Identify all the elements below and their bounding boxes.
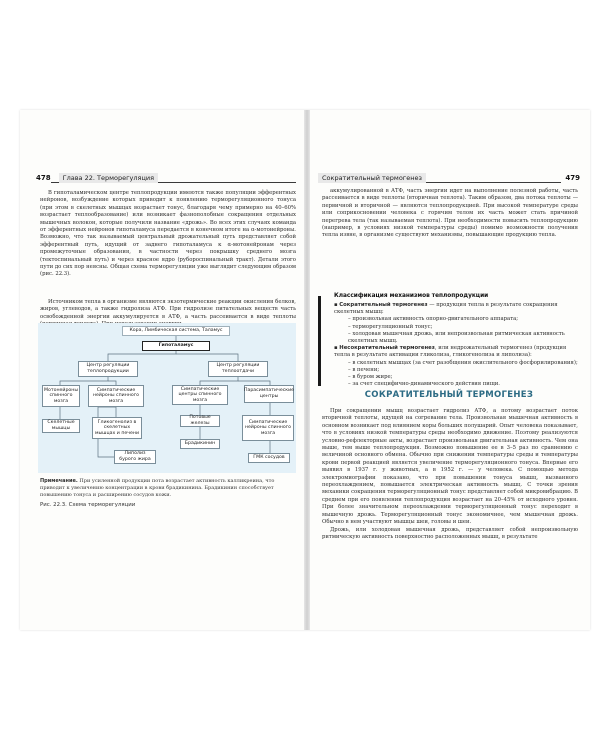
classification-item-noncontractile: ▪ Несократительный термогенез, или недрожательный термогенез (продукция тепла в результате активации гликолиза, гликогенолиза и липолиза): bbox=[334, 345, 567, 359]
connector-production-motoneurons bbox=[60, 377, 108, 385]
classification-heading: Классификация механизмов теплопродукции bbox=[334, 293, 489, 299]
diagram-sympathetic-neurons-box: Симпатические нейроны спинного мозга bbox=[88, 385, 144, 407]
left-running-head bbox=[36, 172, 296, 184]
classification-side-bar bbox=[318, 296, 321, 386]
left-page-number: 478 bbox=[36, 174, 51, 182]
connector-hypothalamus-loss bbox=[176, 354, 238, 361]
diagram-sympathetic-centers-box: Симпатические центры спинного мозга bbox=[172, 385, 228, 405]
diagram-production-center-box: Центр регуляции теплопродукции bbox=[78, 361, 138, 377]
diagram-parasympathetic-box: Парасимпатические центры bbox=[244, 385, 294, 403]
section-heading: СОКРАТИТЕЛЬНЫЙ ТЕРМОГЕНЕЗ bbox=[364, 390, 534, 400]
left-paragraph-1: В гипоталамическом центре теплопродукции имеются также популяции эфферентных нейронов, возбуждение которых приводит к появлению терморегуляционного тонуса (при этом в скелетных мышцах возрастает тонус, благодаря чему примерно на 40–60% возрастает теплообразование) или возникает фазнополобные сокращения отдельных мышечных волокон, которые получили название «дрожь». Во всех этих случаях команда от эфферентных нейронов гипоталамуса передается в конечном итоге на α-мотонейроны. Возможно, что так называемый центральный дрожательный путь представляет собой эфферентный путь, идущий от заднего гипоталамуса к α-мотонейронам через промежуточные образования, в частности через покрышку среднего мозга (тектоспинальный путь) и через красное ядро (рубороспинальный тракт). Детали этого пути до сих пор неясны. Общая схема терморегуляции уже выглядит следующим образом (рис. 22.3). bbox=[40, 190, 296, 278]
right-running-head bbox=[318, 172, 580, 184]
thermoregulation-diagram bbox=[38, 323, 296, 473]
right-page-number: 479 bbox=[565, 174, 580, 182]
diagram-loss-center-box: Центр регуляции теплоотдачи bbox=[208, 361, 268, 377]
diagram-smooth-muscle-box: ГМК сосудов bbox=[248, 453, 290, 463]
diagram-motoneurons-box: Мотонейроны спинного мозга bbox=[42, 385, 80, 407]
diagram-lipolysis-box: Липолиз бурого жира bbox=[114, 450, 156, 464]
right-section-title: Сократительный термогенез bbox=[318, 173, 426, 183]
classification-list: ▪ Сократительный термогенез — продукция тепла в результате сокращения скелетных мышц: – произвольная активность опорно-двигательного аппарата; – терморегуляционный тонус; – холодовая мышечная дрожь, или непроизвольная ритмическая активность скелетных мышц. ▪ Несократительный термогенез, или недрожательный термогенез (продукция тепла в результате активации гликолиза, гликогенолиза и липолиза): – в скелетных мышцах (за счет разобщения окислительного фосфорилирования); – в печени; – в буром жире; – за счет специфично-динамического действия пищи. bbox=[322, 302, 578, 388]
diagram-cortex-box: Кора, Лимбическая система, Таламус bbox=[122, 326, 230, 336]
connector-loss-sympathetic bbox=[200, 377, 238, 385]
right-paragraph-1: аккумулированной в АТФ, часть энергии идет на выполнение полезной работы, часть рассеивается в виде теплоты (вторичная теплота). Таким образом, два потока теплоты — первичной и вторичной — являются теплопродукцией. При высокой температуре среды или соприкосновении человека с горячим телом их часть может стать причиной перегрева тела (так называемая теплота). При необходимости повысить теплопродукцию (например, в условиях низкой температуры среды) помимо возможности получения тепла извне, в организме существуют механизмы, повышающие продукцию тепла. bbox=[322, 188, 578, 239]
diagram-bradykinin-box: Брадикинин bbox=[180, 439, 220, 449]
diagram-glycogenolysis-box: Гликогенолиз в скелетных мышцах и печени bbox=[92, 417, 142, 439]
left-chapter-title: Глава 22. Терморегуляция bbox=[59, 173, 158, 183]
right-paragraph-2: При сокращении мышц возрастает гидролиз АТФ, а потому возрастает поток вторичной теплоты, идущей на согревание тела. Произвольная мышечная активность в основном возникает под влиянием коры больших полушарий. Опыт человека показывает, что в условиях низкой температуры среды необходимо движение. Поэтому реализуются условно-рефлекторные акты, возрастает произвольная двигательная активность. Чем она выше, тем выше теплопродукция. Возможно повышение ее в 3–5 раз по сравнению с величиной основного обмена. Обычно при снижении температуры среды и температуры крови первой реакцией является увеличение терморегуляционного тонуса. Впервые его выявил в 1937 г. у животных, а в 1952 г. — у человека. С помощью метода электромиографии показано, что при повышении тонуса мышц, вызванного переохлаждением, повышается электрическая активность мышц. С точки зрения механики сокращения терморегуляционный тонус представляет собой микровибрацию. В среднем при его появлении теплопродукция возрастает на 20–45% от исходного уровня. При более значительном переохлаждении терморегуляционный тонус переходит в мышечную дрожь. Терморегуляционный тонус экономичнее, чем мышечная дрожь. Обычно в нем участвуют мышцы шеи, головы и шеи. Дрожь, или холодовая мышечная дрожь, представляет собой непроизвольную ритмическую активность поверхностно расположенных мышц, в результате bbox=[322, 408, 578, 540]
diagram-skeletal-muscles-box: Скелетные мышцы bbox=[42, 419, 80, 433]
connector-hypothalamus-production bbox=[108, 351, 176, 361]
diagram-sympathetic-neurons-2-box: Симпатические нейроны спинного мозга bbox=[242, 415, 294, 441]
diagram-hypothalamus-box: Гипоталамус bbox=[142, 341, 210, 351]
diagram-sweat-glands-box: Потовые железы bbox=[180, 415, 220, 427]
figure-caption: Рис. 22.3. Схема терморегуляции bbox=[40, 502, 136, 508]
diagram-note: Примечание. При усиленной продукции пота возрастает активность калликреина, что приводит к увеличению концентрации в крови брадикинина. Брадикинин способствует повышению тонуса и расширению сосудов кожи. bbox=[40, 478, 275, 498]
left-page bbox=[20, 110, 304, 630]
left-paragraph-2: Источником тепла в организме являются экзотермические реакции окисления белков, жиров, углеводов, а также гидролиза АТФ. При гидролизе питательных веществ часть освобожденной энергии аккумулируется в АТФ, а часть рассеивается в виде теплоты bbox=[40, 299, 296, 320]
right-page bbox=[310, 110, 590, 630]
book-spread bbox=[20, 110, 590, 630]
classification-item-contractile: ▪ Сократительный термогенез — продукция тепла в результате сокращения скелетных мышц: bbox=[334, 302, 558, 316]
